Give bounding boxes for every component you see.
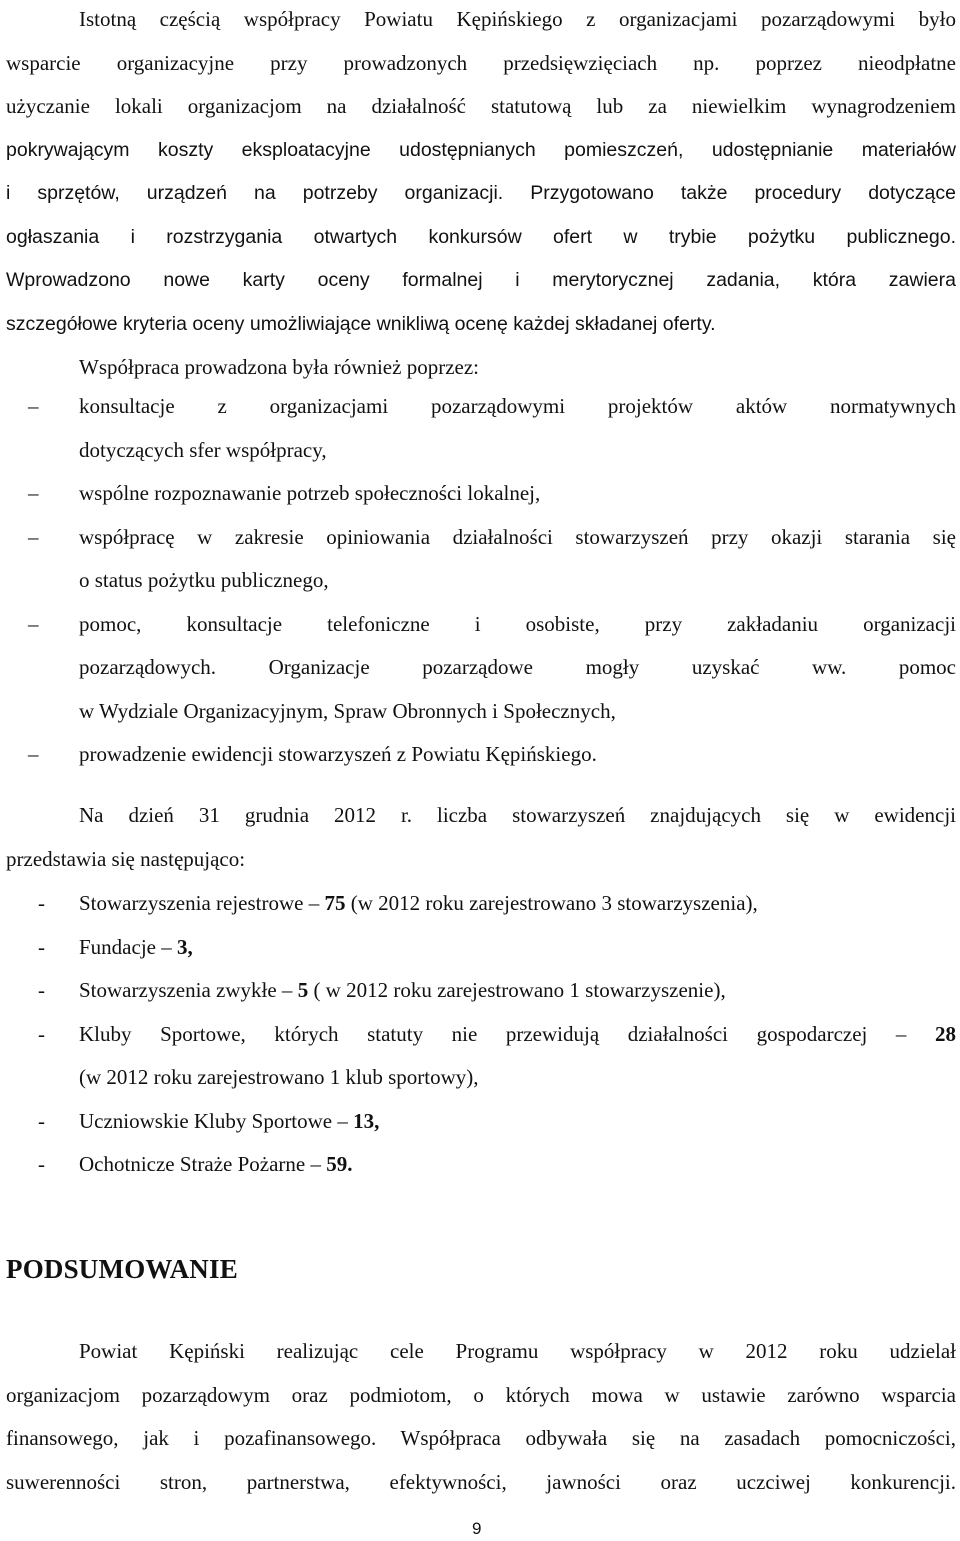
- list-item-text: pomoc, konsultacje telefoniczne i osobiste, przy zakładaniu organizacji: [79, 611, 956, 636]
- list-item-text: prowadzenie ewidencji stowarzyszeń z Powiatu Kępińskiego.: [79, 742, 597, 766]
- paragraph-line: Powiat Kępiński realizując cele Programu współpracy w 2012 roku udzielał: [79, 1339, 956, 1363]
- summary-section: [6, 1330, 956, 1504]
- list-item: [6, 472, 956, 516]
- paragraph-line: organizacjom pozarządowym oraz podmiotom, o których mowa w ustawie zarówno wsparcia: [6, 1382, 956, 1407]
- hyphen-bullet: -: [38, 891, 45, 915]
- paragraph-line: użyczanie lokali organizacjom na działalność statutową lub za niewielkim wynagrodzeniem: [6, 94, 956, 118]
- list-item-text: o status pożytku publicznego,: [79, 568, 329, 592]
- list-item: [6, 385, 956, 472]
- dash-bullet: –: [28, 481, 39, 505]
- count-value: 28: [935, 1021, 956, 1046]
- page-number: 9: [472, 1519, 482, 1538]
- list-item-text: pozarządowych. Organizacje pozarządowe mogły uzyskać ww. pomoc: [79, 655, 956, 679]
- count-note: (w 2012 roku zarejestrowano 1 klub sportowy),: [79, 1065, 479, 1089]
- list-item-text: współpracę w zakresie opiniowania działalności stowarzyszeń przy okazji starania się: [79, 524, 956, 549]
- count-label: Ochotnicze Straże Pożarne –: [79, 1152, 327, 1176]
- count-label: Kluby Sportowe, których statuty nie przewidują działalności gospodarczej –: [79, 1021, 935, 1046]
- section-heading: PODSUMOWANIE: [6, 1254, 238, 1285]
- dash-bullet: –: [28, 742, 39, 766]
- dash-bullet: –: [28, 394, 39, 418]
- paragraph-line: Wprowadzono nowe karty oceny formalnej i merytorycznej zadania, która zawiera: [6, 269, 956, 291]
- list-item: [6, 926, 956, 970]
- list-item: [6, 603, 956, 734]
- list-item: [6, 733, 956, 777]
- hyphen-bullet: -: [38, 934, 45, 959]
- dash-bullet: –: [28, 611, 39, 636]
- list-item: [6, 516, 956, 603]
- cooperation-list: [6, 385, 956, 777]
- hyphen-bullet: -: [38, 1152, 45, 1176]
- list-item-text: dotyczących sfer współpracy,: [79, 437, 327, 462]
- count-label: Stowarzyszenia zwykłe –: [79, 978, 298, 1002]
- count-value: 59.: [326, 1152, 353, 1176]
- count-line: [79, 1013, 956, 1057]
- paragraph-line: suwerenności stron, partnerstwa, efektywności, jawności oraz uczciwej konkurencji.: [6, 1469, 956, 1494]
- count-value: 13,: [353, 1108, 380, 1133]
- paragraph-line: ogłaszania i rozstrzygania otwartych konkursów ofert w trybie pożytku publicznego.: [6, 225, 956, 248]
- dash-bullet: –: [28, 524, 39, 549]
- paragraph-line: i sprzętów, urządzeń na potrzeby organizacji. Przygotowano także procedury dotyczące: [6, 182, 956, 204]
- cooperation-intro: Współpraca prowadzona była również poprzez:: [79, 355, 479, 379]
- count-value: 75: [324, 891, 346, 915]
- list-item: [6, 1100, 956, 1144]
- count-note: ( w 2012 roku zarejestrowano 1 stowarzyszenie),: [308, 978, 726, 1002]
- intro-section: [6, 0, 956, 390]
- paragraph-line: pokrywającym koszty eksploatacyjne udostępnianych pomieszczeń, udostępnianie materiałów: [6, 138, 956, 161]
- list-item-text: wspólne rozpoznawanie potrzeb społeczności lokalnej,: [79, 481, 541, 505]
- registry-intro: [6, 794, 956, 881]
- hyphen-bullet: -: [38, 1108, 45, 1133]
- registry-count-list: [6, 882, 956, 1187]
- count-label: Uczniowskie Kluby Sportowe –: [79, 1108, 354, 1133]
- count-label: Stowarzyszenia rejestrowe –: [79, 891, 325, 915]
- count-note: (w 2012 roku zarejestrowano 3 stowarzyszenia),: [345, 891, 758, 915]
- paragraph-line: Istotną częścią współpracy Powiatu Kępińskiego z organizacjami pozarządowymi było: [79, 7, 956, 31]
- hyphen-bullet: -: [38, 978, 45, 1002]
- paragraph-line: Na dzień 31 grudnia 2012 r. liczba stowarzyszeń znajdujących się w ewidencji: [79, 803, 956, 827]
- list-item: [6, 882, 956, 926]
- list-item: [6, 1143, 956, 1187]
- paragraph-line: finansowego, jak i pozafinansowego. Współpraca odbywała się na zasadach pomocniczości,: [6, 1426, 956, 1450]
- list-item: [6, 969, 956, 1013]
- paragraph-line: wsparcie organizacyjne przy prowadzonych przedsięwzięciach np. poprzez nieodpłatne: [6, 50, 956, 75]
- list-item: [6, 1013, 956, 1100]
- paragraph-line: szczegółowe kryteria oceny umożliwiające wnikliwą ocenę każdej składanej oferty.: [6, 312, 716, 335]
- list-item-text: konsultacje z organizacjami pozarządowymi projektów aktów normatywnych: [79, 394, 956, 418]
- count-value: 5: [297, 978, 309, 1002]
- count-label: Fundacje –: [79, 934, 177, 959]
- list-item-text: w Wydziale Organizacyjnym, Spraw Obronnych i Społecznych,: [79, 698, 616, 723]
- count-value: 3,: [176, 934, 193, 959]
- paragraph-line: przedstawia się następująco:: [6, 846, 246, 871]
- hyphen-bullet: -: [38, 1021, 45, 1046]
